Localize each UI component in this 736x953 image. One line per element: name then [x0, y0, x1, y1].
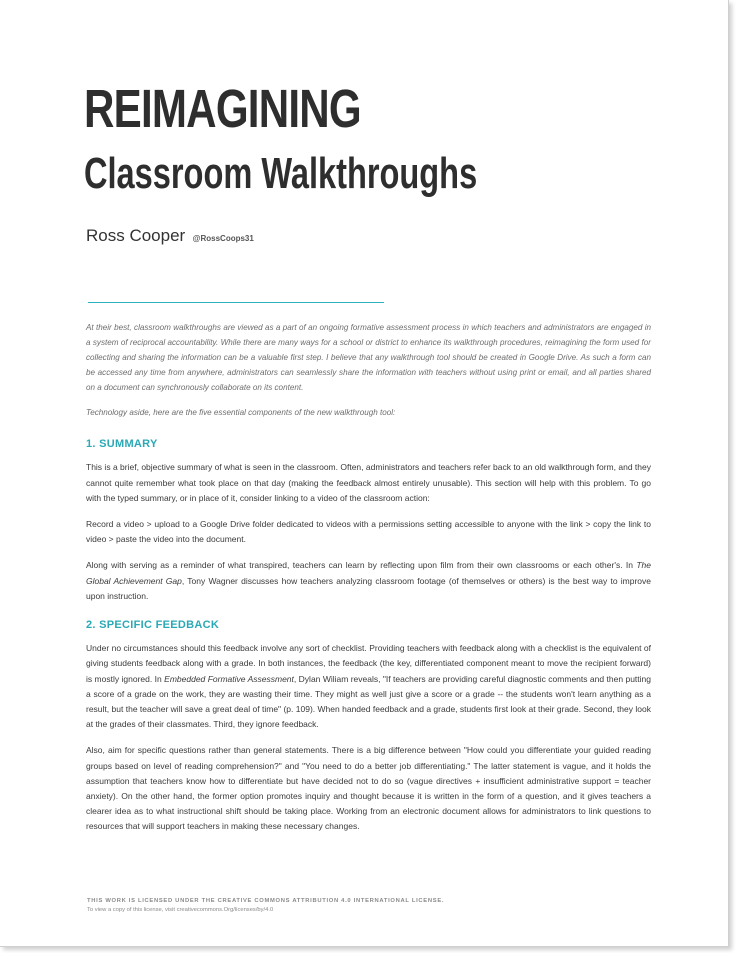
summary-paragraph-3	[86, 558, 651, 604]
title-divider	[88, 302, 384, 303]
book-title-global-achievement-gap: The Global Achievement Gap	[86, 560, 651, 586]
feedback-paragraph-1	[86, 641, 651, 732]
document-body	[86, 320, 651, 846]
intro-lead: Technology aside, here are the five essential components of the new walkthrough tool:	[86, 408, 396, 418]
author-line	[86, 226, 254, 246]
summary-p3-text-b: , Tony Wagner discusses how teachers analyzing classroom footage (of themselves or others) is the best way to improve upon instruction.	[86, 575, 652, 601]
book-title-embedded-formative-assessment: Embedded Formative Assessment	[164, 673, 294, 684]
section-heading-specific-feedback: 2. SPECIFIC FEEDBACK	[86, 619, 220, 632]
document-title: REIMAGINING	[84, 79, 361, 139]
document-subtitle: Classroom Walkthroughs	[84, 149, 478, 198]
license-footer	[87, 898, 444, 913]
intro-paragraph: At their best, classroom walkthroughs are viewed as a part of an ongoing formative assessment process in which teachers and administrators are engaged in a system of reciprocal accountability. While there are many ways for a school or district to enhance its walkthrough procedures, reimagining the form used for collecting and sharing the information can be a valuable first step. I believe that any walkthrough tool should be created in Google Drive. As such a form can be accessed any time from anywhere, administrators can seamlessly share the information with teachers without using print or email, and all parties shared on a document can synchronously collaborate on its content.	[86, 323, 651, 393]
feedback-p1-text-a: Under no circumstances should this feedback involve any sort of checklist. Providing teachers with feedback along with a checklist is the equivalent of giving students feedback along with a grade. In both instances, the feedback (the key, differentiated component meant to move the recipient forward) is mostly ignored. In	[86, 643, 651, 684]
feedback-paragraph-2: Also, aim for specific questions rather than general statements. There is a big difference between "How could you differentiate your guided reading groups based on level of reading comprehension?" and "You need to do a better job differentiating." The latter statement is vague, and it holds the assumption that teachers know how to differentiate but have decided not to do so (vague directives + insufficient administrative support = teacher anxiety). On the other hand, the former option promotes inquiry and thought because it is written in the form of a question, and it gives teachers a clearer idea as to what instructional shift should be taking place. Working from an electronic document allows for administrators to link questions to resources that will support teachers in making these necessary changes.	[86, 745, 651, 832]
license-statement: THIS WORK IS LICENSED UNDER THE CREATIVE COMMONS ATTRIBUTION 4.0 INTERNATIONAL LICENSE.	[87, 898, 445, 904]
feedback-p1-text-b: , Dylan Wiliam reveals, "If teachers are providing careful diagnostic comments and then putting a score of a grade on the work, they are wasting their time. They might as well just give a score or a grade -- the students won't learn anything as a result, but the teacher will save a great deal of time" (p. 109). When handed feedback and a grade, students first look at their grade. Second, they look at the grades of their classmates. Third, they ignore feedback.	[86, 673, 651, 730]
summary-paragraph-1: This is a brief, objective summary of what is seen in the classroom. Often, administrators and teachers refer back to an old walkthrough form, and they cannot quite remember what took place on that day (making the feedback almost entirely unusable). This section will help with this problem. To go with the typed summary, or in place of it, consider linking to a video of the classroom action:	[86, 462, 651, 503]
author-name: Ross Cooper	[86, 226, 186, 245]
summary-p3-text-a: Along with serving as a reminder of what transpired, teachers can learn by reflecting upon film from their own classrooms or each other's. In	[86, 560, 637, 571]
summary-paragraph-2: Record a video > upload to a Google Drive folder dedicated to videos with a permissions setting accessible to anyone with the link > copy the link to video > paste the video into the document.	[86, 519, 651, 545]
author-handle: @RossCoops31	[192, 234, 254, 243]
section-heading-summary: 1. SUMMARY	[86, 438, 158, 451]
license-link[interactable]: To view a copy of this license, visit creativecommons.Org/licenses/by/4.0	[87, 907, 274, 913]
